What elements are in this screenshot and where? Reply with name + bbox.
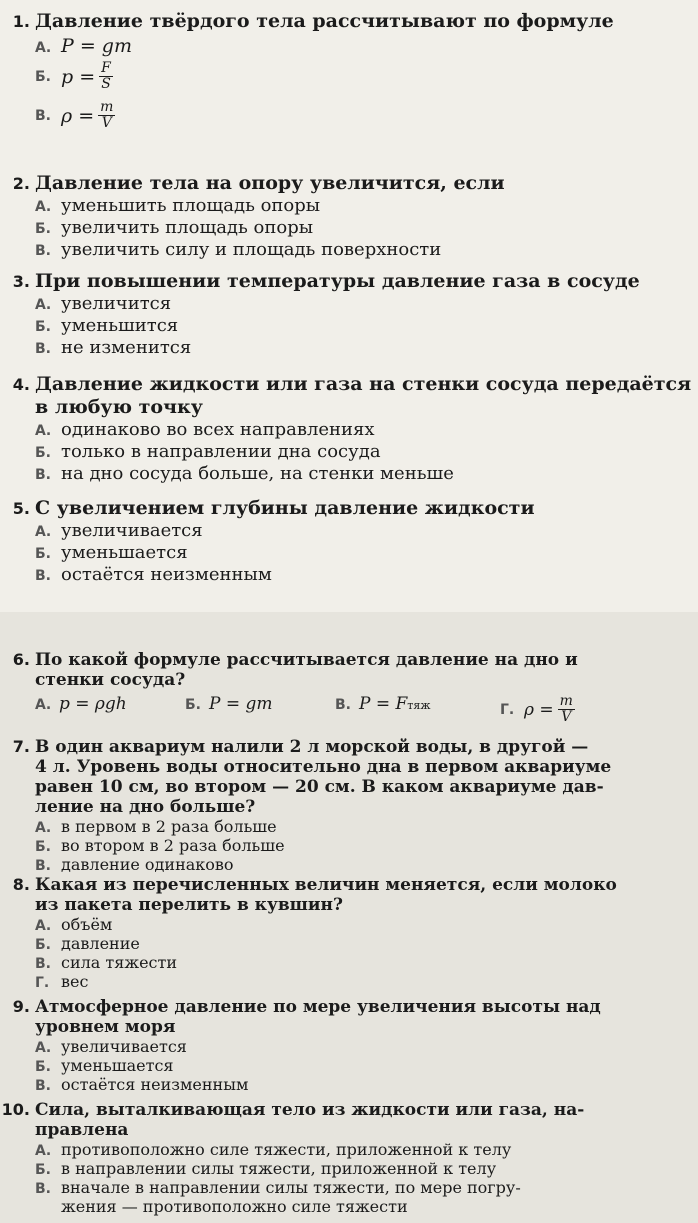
question-2: [0, 172, 692, 261]
question-text-continued: правлена: [35, 1120, 129, 1140]
question-number: 3.: [12, 272, 30, 291]
option-d[interactable]: [0, 972, 692, 991]
formula-options-row: [0, 694, 692, 725]
question-number: 7.: [12, 737, 30, 756]
question-number: 6.: [12, 650, 30, 669]
fraction: [98, 100, 115, 131]
option-text: только в направлении дна сосуда: [61, 441, 381, 462]
option-b[interactable]: [0, 61, 692, 92]
question-text: Атмосферное давление по мере увеличения высоты над: [35, 997, 601, 1017]
option-letter: Г.: [500, 701, 515, 718]
option-letter: В.: [35, 243, 51, 259]
question-text: В один аквариум налили 2 л морской воды, в другой —: [35, 737, 589, 757]
option-letter: А.: [35, 199, 52, 215]
option-b[interactable]: [0, 1159, 692, 1178]
numerator: F: [101, 60, 111, 76]
option-letter: В.: [35, 1078, 51, 1094]
question-1: [0, 10, 692, 131]
denominator: V: [101, 115, 112, 131]
option-a[interactable]: [35, 694, 185, 725]
option-letter: А.: [35, 297, 52, 313]
option-b[interactable]: [0, 542, 692, 564]
option-b[interactable]: [0, 836, 692, 855]
option-text: уменьшить площадь опоры: [61, 195, 321, 216]
question-10: [0, 1100, 692, 1216]
option-text: противоположно силе тяжести, приложенной к телу: [61, 1140, 512, 1159]
option-c[interactable]: [0, 953, 692, 972]
formula: p =: [61, 65, 96, 88]
option-a[interactable]: [0, 293, 692, 315]
formula: P = F: [359, 694, 408, 714]
option-letter: Б.: [35, 546, 51, 562]
question-3: [0, 270, 692, 359]
option-c[interactable]: [0, 337, 692, 359]
option-letter: В.: [35, 107, 51, 124]
option-text: давление одинаково: [61, 855, 234, 874]
option-c[interactable]: [0, 1178, 692, 1197]
option-a[interactable]: [0, 520, 692, 542]
question-text-continued: уровнем моря: [35, 1017, 176, 1037]
question-text: Давление твёрдого тела рассчитывают по формуле: [35, 10, 614, 32]
option-a[interactable]: [0, 817, 692, 836]
option-c[interactable]: [0, 564, 692, 586]
option-letter: А.: [35, 1143, 52, 1159]
question-text-continued: в любую точку: [35, 396, 203, 418]
option-text: увеличивается: [61, 520, 203, 541]
option-text: остаётся неизменным: [61, 1075, 249, 1094]
option-text: на дно сосуда больше, на стенки меньше: [61, 463, 454, 484]
denominator: S: [101, 76, 111, 92]
question-number: 8.: [12, 875, 30, 894]
question-text: При повышении температуры давление газа в сосуде: [35, 270, 640, 292]
option-b[interactable]: [0, 441, 692, 463]
question-text-continued: 4 л. Уровень воды относительно дна в первом аквариуме: [35, 757, 612, 777]
option-text: вначале в направлении силы тяжести, по мере погру-: [61, 1178, 521, 1197]
option-letter: В.: [335, 697, 351, 713]
option-text: уменьшается: [61, 542, 188, 563]
formula: P = gm: [209, 694, 273, 714]
question-text-continued: стенки сосуда?: [35, 670, 186, 690]
question-text: По какой формуле рассчитывается давление на дно и: [35, 650, 578, 670]
formula-subscript: тяж: [407, 699, 431, 712]
option-letter: Б.: [35, 68, 51, 85]
option-b[interactable]: [0, 315, 692, 337]
question-text-continued: равен 10 см, во втором — 20 см. В каком аквариуме дав-: [35, 777, 604, 797]
fraction: [558, 694, 575, 725]
question-text-continued: ление на дно больше?: [35, 797, 256, 817]
option-text: во втором в 2 раза больше: [61, 836, 285, 855]
option-letter: А.: [35, 820, 52, 836]
question-text: С увеличением глубины давление жидкости: [35, 497, 535, 519]
option-text: давление: [61, 934, 140, 953]
question-number: 1.: [12, 12, 30, 31]
option-text: сила тяжести: [61, 953, 178, 972]
option-letter: А.: [35, 40, 52, 56]
option-c[interactable]: [0, 239, 692, 261]
option-letter: А.: [35, 423, 52, 439]
option-letter: Г.: [35, 975, 50, 991]
option-text: не изменится: [61, 337, 192, 358]
option-text: уменьшается: [61, 1056, 174, 1075]
option-text: остаётся неизменным: [61, 564, 272, 585]
question-number: 10.: [1, 1100, 30, 1119]
option-a[interactable]: [0, 1037, 692, 1056]
option-d[interactable]: [500, 694, 610, 725]
option-letter: В.: [35, 467, 51, 483]
option-letter: Б.: [35, 445, 51, 461]
option-b[interactable]: [0, 217, 692, 239]
option-a[interactable]: [0, 195, 692, 217]
option-letter: В.: [35, 568, 51, 584]
option-text: увеличить площадь опоры: [61, 217, 314, 238]
option-letter: Б.: [35, 319, 51, 335]
option-a[interactable]: [0, 35, 692, 57]
option-text: увеличить силу и площадь поверхности: [61, 239, 442, 260]
formula: p = ρgh: [59, 694, 127, 714]
question-text-continued: из пакета перелить в кувшин?: [35, 895, 343, 915]
question-number: 2.: [12, 174, 30, 193]
option-text: в направлении силы тяжести, приложенной к телу: [61, 1159, 497, 1178]
option-text: увеличится: [61, 293, 172, 314]
question-text: Давление тела на опору увеличится, если: [35, 172, 505, 194]
option-letter: В.: [35, 858, 51, 874]
denominator: V: [561, 709, 572, 725]
option-letter: В.: [35, 956, 51, 972]
option-text: одинаково во всех направлениях: [61, 419, 375, 440]
option-letter: В.: [35, 1181, 51, 1197]
numerator: m: [100, 99, 114, 115]
option-letter: Б.: [35, 1162, 51, 1178]
question-7: [0, 737, 692, 874]
option-a[interactable]: [0, 419, 692, 441]
formula: ρ =: [524, 699, 554, 720]
question-text: Какая из перечисленных величин меняется, если молоко: [35, 875, 617, 895]
option-letter: А.: [35, 697, 52, 713]
option-letter: В.: [35, 341, 51, 357]
option-c[interactable]: [335, 694, 500, 725]
option-b[interactable]: [185, 694, 335, 725]
option-text: увеличивается: [61, 1037, 187, 1056]
question-5: [0, 497, 692, 586]
option-text: в первом в 2 раза больше: [61, 817, 277, 836]
option-text: вес: [61, 972, 89, 991]
numerator: m: [559, 693, 573, 709]
option-a[interactable]: [0, 1140, 692, 1159]
question-number: 4.: [12, 375, 30, 394]
fraction: [99, 61, 113, 92]
option-letter: Б.: [35, 1059, 51, 1075]
question-6: [0, 650, 692, 725]
option-letter: А.: [35, 524, 52, 540]
option-c[interactable]: [0, 855, 692, 874]
question-9: [0, 997, 692, 1094]
formula: P = gm: [61, 35, 132, 57]
question-number: 9.: [12, 997, 30, 1016]
option-a[interactable]: [0, 915, 692, 934]
question-number: 5.: [12, 499, 30, 518]
option-letter: Б.: [35, 937, 51, 953]
option-letter: Б.: [35, 221, 51, 237]
option-text: уменьшится: [61, 315, 179, 336]
option-text-continued: жения — противоположно силе тяжести: [61, 1197, 408, 1216]
option-letter: Б.: [185, 697, 201, 713]
question-4: [0, 373, 692, 485]
question-text: Сила, выталкивающая тело из жидкости или газа, на-: [35, 1100, 585, 1120]
option-c[interactable]: [0, 1075, 692, 1094]
option-b[interactable]: [0, 934, 692, 953]
option-letter: Б.: [35, 839, 51, 855]
option-b[interactable]: [0, 1056, 692, 1075]
formula: ρ =: [61, 104, 95, 127]
question-8: [0, 875, 692, 991]
option-letter: А.: [35, 1040, 52, 1056]
option-c[interactable]: [0, 100, 692, 131]
option-text: объём: [61, 915, 113, 934]
option-letter: А.: [35, 918, 52, 934]
option-c[interactable]: [0, 463, 692, 485]
question-text: Давление жидкости или газа на стенки сосуда передаётся: [35, 373, 692, 395]
